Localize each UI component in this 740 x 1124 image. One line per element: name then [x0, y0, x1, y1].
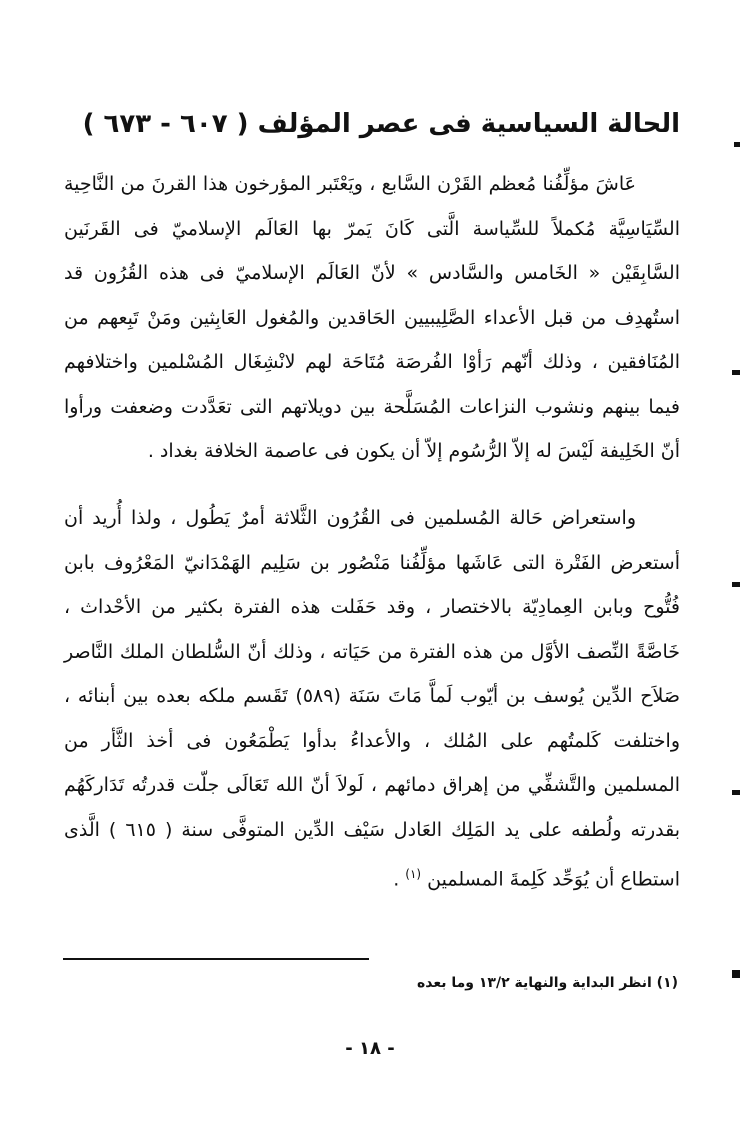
paragraph-1-text: عَاشَ مؤلِّفُنا مُعظم القَرْن السَّابع ، ويَعْتَبر المؤرخون هذا القرنَ من النَّاحِية السِّيَاسِيَّة مُكملاً للسِّياسة الَّتى كَانَ يَمرّ بها العَالَم الإسلاميّ فى القَرنَين السَّابِقَيْن « الخَامس والسَّادس » لأنّ العَالَم الإسلاميّ فى هذه القُرُون قد استُهدِف من قبل الأعداء الصَّلِيبيين الحَاقدين والمُغول العَابِثين ومَنْ تَبِعهم من المُنَافقين ، وذلك أنّهم رَأوْا الفُرصَة مُتَاحَة لهم لانْشِغَال المُسْلمين واختلافهم فيما بينهم ونشوب النزاعات المُسَلَّحة بين دويلاتهم التى تعَدَّدت وضعفت ورأوا أنّ الخَلِيفة لَيْسَ له إلاّ الرُّسُوم إلاّ أن يكون فى عاصمة الخلافة بغداد . — [64, 173, 680, 462]
scan-edge-mark — [732, 790, 740, 795]
footnote: (١) انظر البداية والنهاية ١٣/٢ وما بعده — [416, 975, 678, 991]
section-heading: الحالة السياسية فى عصر المؤلف ( ٦٠٧ - ٦٧٣ ) — [82, 109, 680, 139]
paragraph-2-body — [64, 496, 680, 902]
page-number: - ١٨ - — [345, 1038, 395, 1059]
footnote-reference: (١) — [405, 867, 422, 881]
footnote-divider — [63, 958, 369, 960]
scan-edge-mark — [732, 370, 740, 375]
scan-edge-mark — [732, 970, 740, 978]
paragraph-2 — [64, 496, 680, 902]
paragraph-2-end: . — [393, 868, 406, 891]
scan-edge-mark — [732, 582, 740, 587]
scan-edge-mark — [734, 142, 740, 147]
paragraph-2-text: واستعراض حَالة المُسلمين فى القُرُون الثَّلاثة أمرٌ يَطُول ، ولذا أُريد أن أستعرض الفَتْرة التى عَاشَها مؤلِّفُنا مَنْصُور بن سَلِيم الهَمْدَانيّ المَعْرُوف بابن فُتُّوح وبابن العِمادِيّة بالاختصار ، وقد حَفَلت هذه الفترة بكثير من الأحْداث ، خَاصَّةً النِّصف الأوَّل من هذه الفترة من حَيَاته ، وذلك أنّ السُّلطان الملك النَّاصر صَلاَح الدِّين يُوسف بن أيّوب لَماَّ مَاتَ سَنَة (٥٨٩) تَقَسم ملكه بعده بين أبنائه ، واختلفت كَلمتُهم على المُلك ، والأعداءُ بدأوا يَطْمَعُون فى أخذ الثَّأر من المسلمين والتَّشفِّي من إهراق دمائهم ، لَولاَ أنّ الله تَعَالَى جلّت قدرتُه تَدَاركَهُم بقدرته ولُطفه على يد المَلِك العَادل سَيْف الدِّين المتوفَّى سنة ( ٦١٥ ) الَّذى استطاع أن يُوَحِّد كَلِمةَ المسلمين — [64, 507, 681, 891]
paragraph-1 — [64, 162, 680, 474]
